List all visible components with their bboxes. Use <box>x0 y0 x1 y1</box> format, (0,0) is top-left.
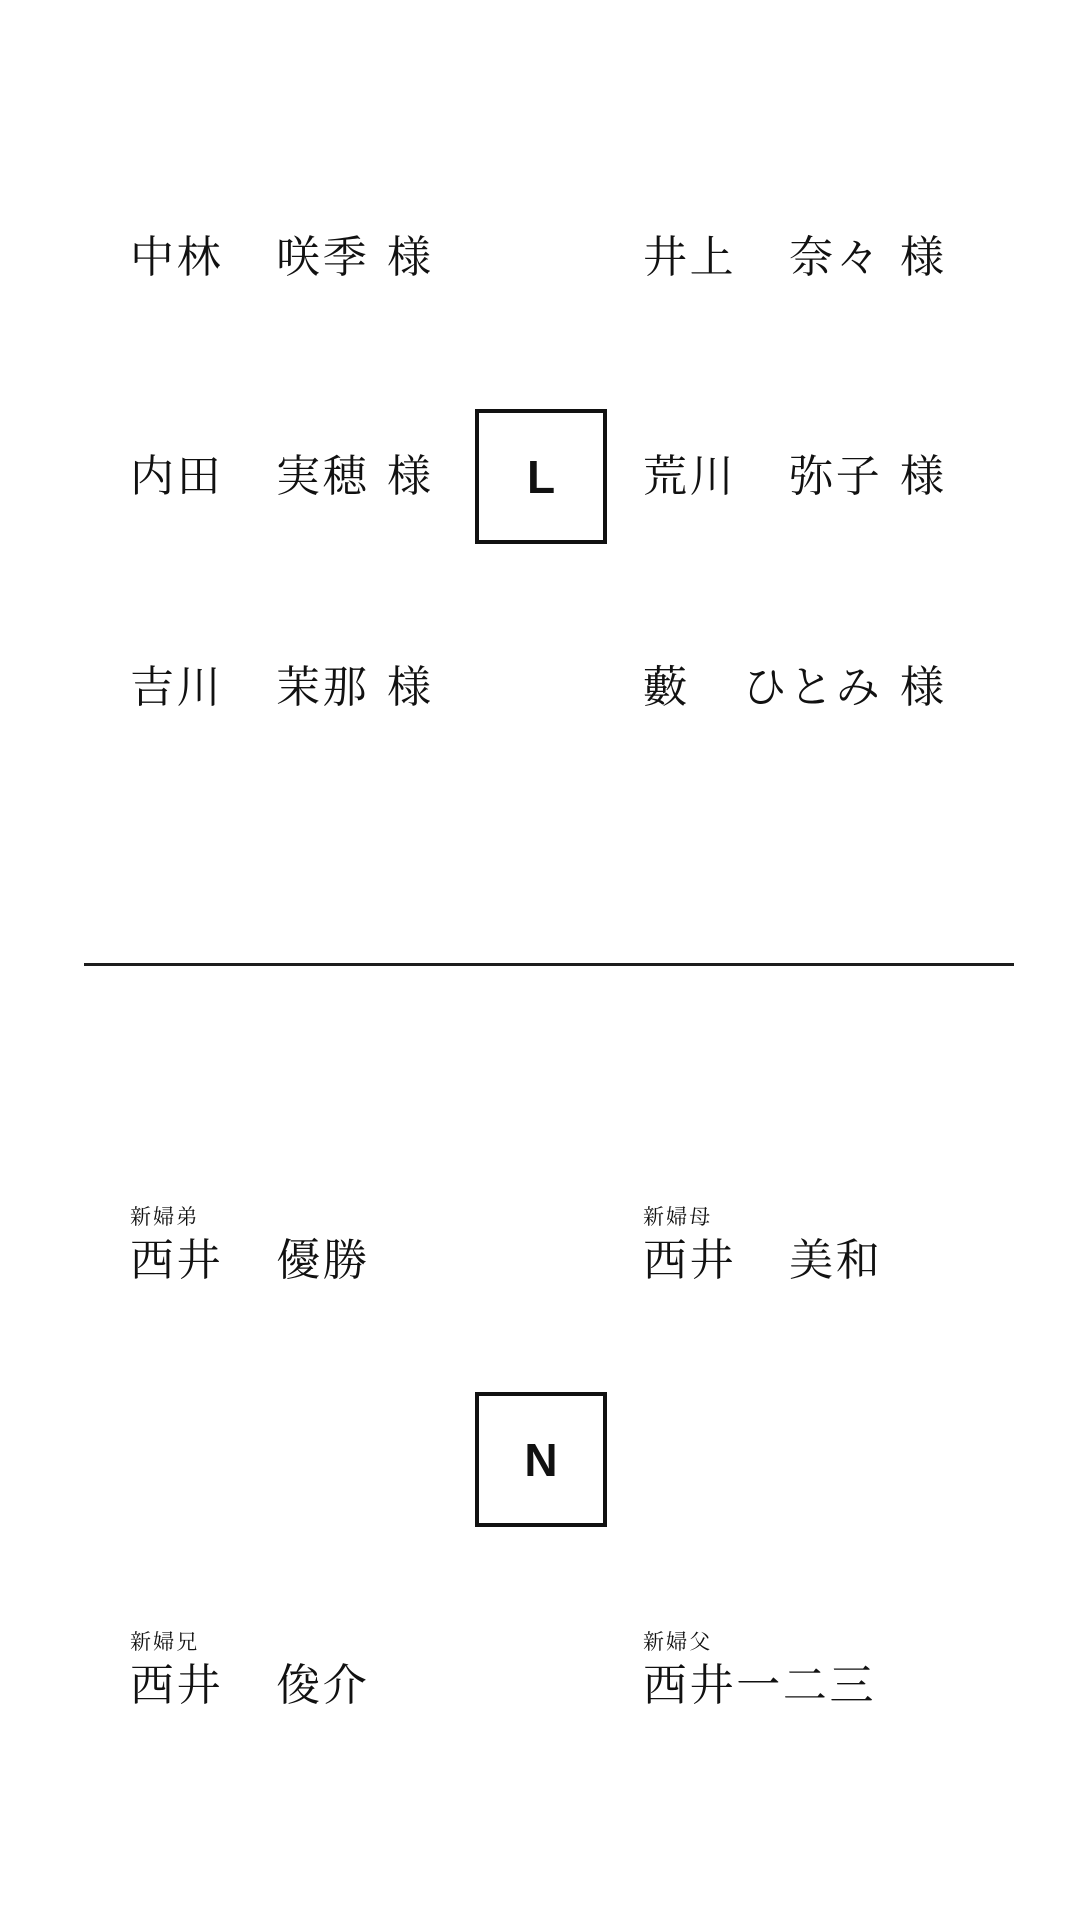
guest-given-name: ひとみ <box>742 663 883 712</box>
guest-family-name: 内田 <box>130 452 224 501</box>
relation-label: 新婦父 <box>643 1631 713 1654</box>
guest-name <box>130 663 434 712</box>
guest-family-name: 荒川 <box>643 452 737 501</box>
guest-family-name: 西井 <box>130 1236 224 1285</box>
table-badge-L <box>475 409 607 544</box>
guest-given-name: 優勝 <box>276 1236 370 1285</box>
guest-block <box>130 1207 369 1283</box>
guest-given-name: 一二三 <box>736 1661 877 1710</box>
guest-name <box>643 663 947 712</box>
guest-family-name: 西井 <box>643 1661 737 1710</box>
guest-name <box>130 1661 370 1710</box>
guest-name <box>643 452 947 501</box>
guest-name <box>643 1661 877 1710</box>
guest-name <box>130 233 434 282</box>
relation-label: 新婦弟 <box>130 1206 200 1229</box>
guest-given-name: 茉那 <box>276 663 370 712</box>
relation-label: 新婦兄 <box>130 1631 200 1654</box>
guest-family-name: 西井 <box>130 1661 224 1710</box>
table-badge-N <box>475 1392 607 1527</box>
honorific-label: 様 <box>386 233 434 282</box>
table-letter: N <box>524 1433 558 1486</box>
guest-family-name: 西井 <box>643 1236 737 1285</box>
guest-given-name: 奈々 <box>789 233 883 282</box>
guest-family-name: 中林 <box>130 233 224 282</box>
honorific-label: 様 <box>899 663 947 712</box>
guest-given-name: 俊介 <box>276 1661 370 1710</box>
guest-given-name: 弥子 <box>789 452 883 501</box>
honorific-label: 様 <box>386 663 434 712</box>
guest-name <box>130 1236 370 1285</box>
section-divider <box>84 963 1014 966</box>
guest-block <box>643 1207 882 1283</box>
guest-block <box>643 1632 876 1708</box>
relation-label: 新婦母 <box>643 1206 713 1229</box>
guest-name <box>643 1236 883 1285</box>
honorific-label: 様 <box>899 452 947 501</box>
guest-family-name: 藪 <box>643 663 690 712</box>
guest-block <box>130 1632 369 1708</box>
guest-name <box>643 233 947 282</box>
guest-family-name: 吉川 <box>130 663 224 712</box>
honorific-label: 様 <box>899 233 947 282</box>
guest-given-name: 実穂 <box>276 452 370 501</box>
guest-given-name: 美和 <box>789 1236 883 1285</box>
guest-name <box>130 452 434 501</box>
guest-given-name: 咲季 <box>276 233 370 282</box>
table-letter: L <box>526 450 556 503</box>
guest-family-name: 井上 <box>643 233 737 282</box>
honorific-label: 様 <box>386 452 434 501</box>
